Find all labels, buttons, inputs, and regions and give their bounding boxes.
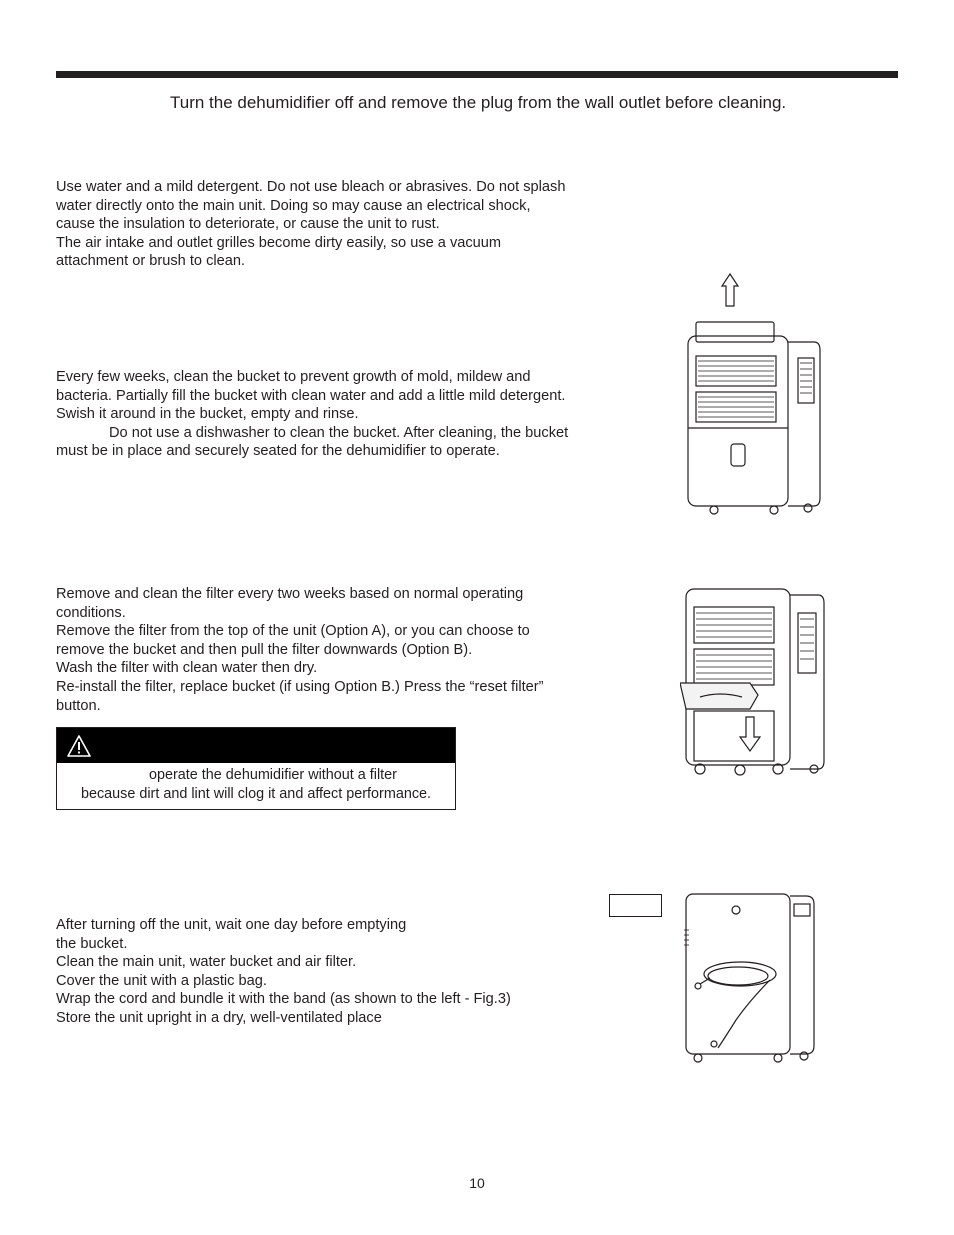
text-line: the bucket. xyxy=(56,935,128,952)
text-line: After turning off the unit, wait one day before emptying xyxy=(56,917,407,933)
text-line: Remove the filter from the top of the unit (Option A), or you can choose to xyxy=(56,623,530,640)
main-unit-paragraph xyxy=(56,178,565,271)
caution-header xyxy=(57,728,455,763)
dehumidifier-cord-storage-figure xyxy=(680,890,830,1065)
caution-box xyxy=(56,727,456,810)
text-line: water directly onto the main unit. Doing so may cause an electrical shock, xyxy=(56,197,531,214)
storage-paragraph xyxy=(56,916,511,1028)
text-line: Clean the main unit, water bucket and air filter. xyxy=(56,954,357,971)
text-line: button. xyxy=(56,697,101,714)
bucket-paragraph xyxy=(56,368,568,461)
dehumidifier-bottom-filter-figure xyxy=(680,585,830,780)
text-line: Store the unit upright in a dry, well-ventilated place xyxy=(56,1009,382,1026)
page-number: 10 xyxy=(469,1175,485,1191)
text-line: Cover the unit with a plastic bag. xyxy=(56,972,267,989)
text-line: conditions. xyxy=(56,604,126,621)
text-line: Remove and clean the filter every two weeks based on normal operating xyxy=(56,586,524,602)
text-line: attachment or brush to clean. xyxy=(56,253,246,270)
text-line: must be in place and securely seated for the dehumidifier to operate. xyxy=(56,443,500,460)
text-line: Swish it around in the bucket, empty and rinse. xyxy=(56,406,359,423)
figure-label-box xyxy=(609,894,662,917)
arrow-up-icon xyxy=(722,274,738,306)
text-line: Wash the filter with clean water then dry. xyxy=(56,660,318,677)
warning-triangle-icon xyxy=(67,735,91,757)
caution-line: operate the dehumidifier without a filter xyxy=(149,767,397,783)
top-rule xyxy=(56,71,898,78)
text-line: Re-install the filter, replace bucket (if using Option B.) Press the “reset filter” xyxy=(56,678,544,695)
text-line: bacteria. Partially fill the bucket with clean water and add a little mild detergent. xyxy=(56,387,566,404)
arrow-down-icon xyxy=(740,717,760,751)
text-line: Wrap the cord and bundle it with the band (as shown to the left - Fig.3) xyxy=(56,991,511,1008)
text-line: cause the insulation to deteriorate, or cause the unit to rust. xyxy=(56,216,440,233)
dehumidifier-top-filter-figure xyxy=(680,268,830,518)
filter-paragraph xyxy=(56,585,543,715)
text-line: Do not use a dishwasher to clean the bucket. After cleaning, the bucket xyxy=(109,424,569,441)
text-line: The air intake and outlet grilles become dirty easily, so use a vacuum xyxy=(56,234,502,251)
text-line: Every few weeks, clean the bucket to prevent growth of mold, mildew and xyxy=(56,369,531,385)
text-line: remove the bucket and then pull the filter downwards (Option B). xyxy=(56,641,473,658)
text-line: Use water and a mild detergent. Do not use bleach or abrasives. Do not splash xyxy=(56,179,566,195)
intro-warning-text: Turn the dehumidifier off and remove the plug from the wall outlet before cleaning. xyxy=(170,93,787,112)
caution-text xyxy=(57,763,455,803)
caution-line: because dirt and lint will clog it and affect performance. xyxy=(80,785,432,802)
